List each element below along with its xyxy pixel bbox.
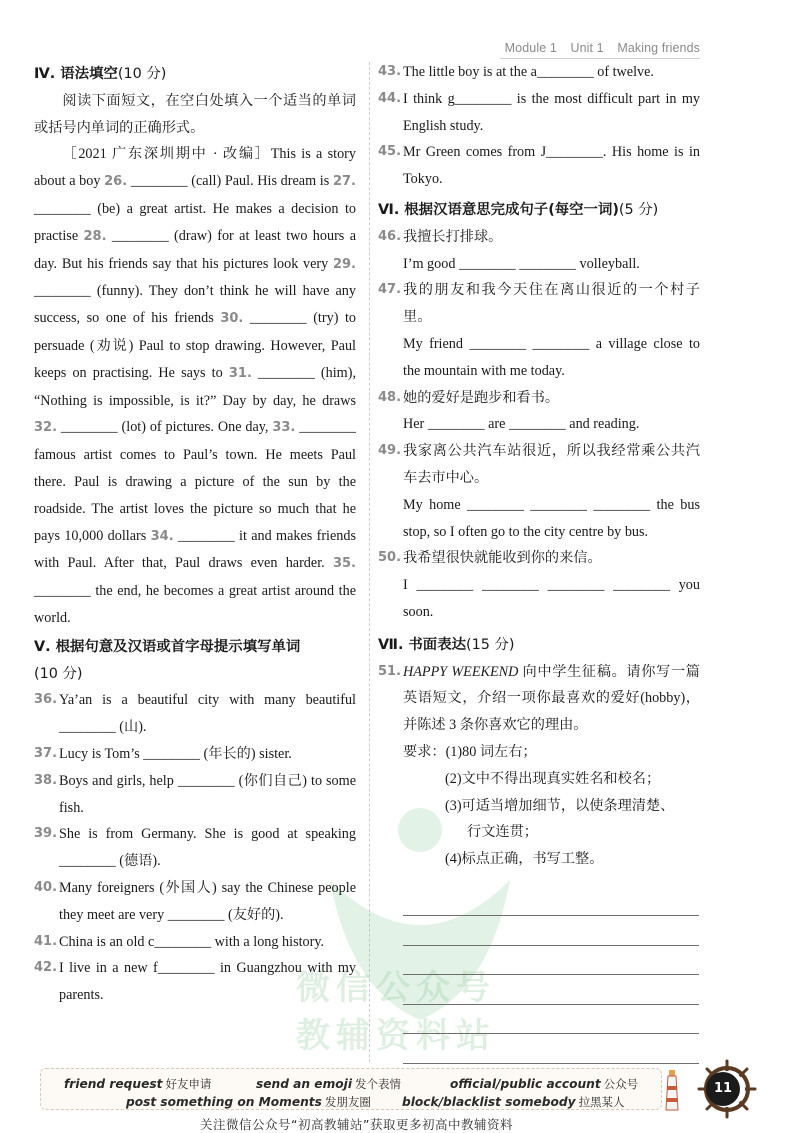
footer-phrases bbox=[30, 1064, 770, 1132]
blank-number: 27. bbox=[332, 174, 356, 190]
passage-text: ________ the end, he becomes a great artist around the world. bbox=[34, 583, 356, 626]
essay-theme: HAPPY WEEKEND bbox=[403, 663, 519, 680]
phrase-send-emoji: send an emoji 发个表情 bbox=[256, 1077, 402, 1091]
phrase-public-account: official/public account 公众号 bbox=[450, 1077, 639, 1091]
module-label: Module 1 bbox=[504, 41, 557, 55]
writing-line[interactable] bbox=[403, 887, 699, 917]
footer-note: 关注微信公众号“初高教辅站”获取更多初高中教辅资料 bbox=[200, 1117, 513, 1132]
question-36: 36. Ya’an is a beautiful city with many beautiful ________ (山). bbox=[34, 692, 356, 736]
blank-number: 28. bbox=[83, 228, 107, 244]
writing-line[interactable] bbox=[403, 946, 699, 976]
blank-number: 29. bbox=[332, 256, 356, 272]
passage-text: ［2021 广东深圳期中 · 改编］This is a story about a boy bbox=[34, 146, 356, 190]
passage-text: ________ famous artist comes to Paul’s town. He meets Paul there. Paul is drawing a picture of the sun by the roadside. The artist loves the picture so much that he pays 10,000 dollars bbox=[34, 419, 356, 544]
question-49: 49. 我家离公共汽车站很近，所以我经常乘公共汽车去市中心。 My home ________ ________ ________ the bus stop, so I often go to the city centre by bus. bbox=[378, 443, 700, 540]
page-number: 11 bbox=[706, 1072, 740, 1106]
blank-number: 33. bbox=[272, 420, 296, 436]
question-42: 42. I live in a new f________ in Guangzhou with my parents. bbox=[34, 960, 356, 1004]
requirement-4: (4)标点正确，书写工整。 bbox=[445, 851, 604, 868]
writing-line[interactable] bbox=[403, 1034, 699, 1064]
question-43: 43. The little boy is at the a________ of twelve. bbox=[378, 64, 654, 80]
column-divider bbox=[369, 62, 370, 1062]
section-5-items bbox=[34, 687, 356, 1009]
section-4-title: Ⅳ. 语法填空(10 分) bbox=[34, 66, 167, 82]
requirement-2: (2)文中不得出现真实姓名和校名； bbox=[445, 770, 661, 787]
writing-line[interactable] bbox=[403, 975, 699, 1005]
phrase-friend-request: friend request 好友申请 bbox=[64, 1077, 212, 1091]
passage-text: ________ (funny). They don’t think he will have any success, so one of his friends bbox=[34, 283, 356, 327]
question-39: 39. She is from Germany. She is good at speaking ________ (德语). bbox=[34, 826, 356, 870]
left-column bbox=[34, 61, 356, 1009]
blank-number: 32. bbox=[34, 420, 58, 436]
watermark-line-2: 教辅资料站 bbox=[296, 1016, 496, 1056]
question-44: 44. I think g________ is the most difficult part in my English study. bbox=[378, 90, 700, 134]
passage-text: ________ (try) to persuade (劝说) Paul to stop drawing. However, Paul keeps on practising. He says to bbox=[34, 310, 357, 381]
section-4-instruction: 阅读下面短文，在空白处填入一个适当的单词或括号内单词的正确形式。 bbox=[34, 92, 356, 136]
section-6-title: Ⅵ. 根据汉语意思完成句子(每空一词)(5 分) bbox=[378, 201, 659, 218]
question-48: 48. 她的爱好是跑步和看书。 Her ________ are ________ and reading. bbox=[378, 389, 640, 433]
section-5-title: Ⅴ. 根据句意及汉语或首字母提示填写单词 (10 分) bbox=[34, 638, 301, 682]
passage-text: ________ (draw) for at least two hours a day. But his friends say that his pictures look very bbox=[34, 227, 356, 272]
question-51: 51. HAPPY WEEKEND 向中学生征稿。请你写一篇英语短文，介绍一项你最喜欢的爱好(hobby)，并陈述 3 条你喜欢它的理由。 bbox=[378, 663, 700, 734]
right-column bbox=[378, 59, 700, 1064]
watermark-line-1: 微信公众号 bbox=[296, 968, 496, 1008]
lighthouse-icon bbox=[664, 1068, 680, 1112]
question-47: 47. 我的朋友和我今天住在离山很近的一个村子里。 My friend ________ ________ a village close to the mountain with me today. bbox=[378, 282, 700, 379]
writing-area[interactable] bbox=[378, 887, 700, 1064]
question-41: 41. China is an old c________ with a long history. bbox=[34, 933, 325, 950]
blank-number: 35. bbox=[332, 556, 356, 572]
unit-label: Unit 1 bbox=[570, 41, 604, 55]
writing-line[interactable] bbox=[403, 916, 699, 946]
question-37: 37. Lucy is Tom’s ________ (年长的) sister. bbox=[34, 745, 292, 762]
question-38: 38. Boys and girls, help ________ (你们自己) to some fish. bbox=[34, 772, 356, 816]
requirement-1: 要求：(1)80 词左右； bbox=[403, 743, 537, 760]
passage-text: ________ (call) Paul. His dream is bbox=[127, 173, 333, 190]
passage-text: ________ (him), “Nothing is impossible, is it?” Day by day, he draws bbox=[34, 364, 356, 409]
question-50: 50. 我希望很快就能收到你的来信。 I ________ ________ ________ ________ you soon. bbox=[378, 550, 700, 620]
unit-title: Making friends bbox=[617, 41, 700, 55]
writing-line[interactable] bbox=[403, 1005, 699, 1035]
blank-number: 31. bbox=[228, 365, 252, 381]
question-46: 46. 我擅长打排球。 I’m good ________ ________ volleyball. bbox=[378, 228, 640, 272]
passage-text: ________ it and makes friends with Paul. After that, Paul draws even harder. bbox=[34, 527, 357, 572]
question-40: 40. Many foreigners (外国人) say the Chinese people they meet are very ________ (友好的). bbox=[34, 879, 356, 923]
passage-text: ________ (be) a great artist. He makes a decision to practise bbox=[34, 200, 356, 244]
requirement-3-cont: 行文连贯； bbox=[467, 824, 538, 841]
requirement-3: (3)可适当增加细节，以使条理清楚、 bbox=[445, 797, 675, 814]
question-45: 45. Mr Green comes from J________. His home is in Tokyo. bbox=[378, 144, 700, 188]
blank-number: 30. bbox=[220, 311, 244, 327]
phrase-post-moments: post something on Moments 发朋友圈 bbox=[126, 1095, 371, 1109]
section-7-title: Ⅶ. 书面表达(15 分) bbox=[378, 636, 515, 653]
running-header bbox=[495, 41, 700, 55]
blank-number: 26. bbox=[104, 174, 128, 190]
blank-number: 34. bbox=[150, 528, 174, 544]
passage-text: ________ (lot) of pictures. One day, bbox=[57, 419, 273, 436]
cloze-passage bbox=[34, 141, 356, 631]
phrase-block-somebody: block/blacklist somebody 拉黑某人 bbox=[402, 1095, 625, 1109]
